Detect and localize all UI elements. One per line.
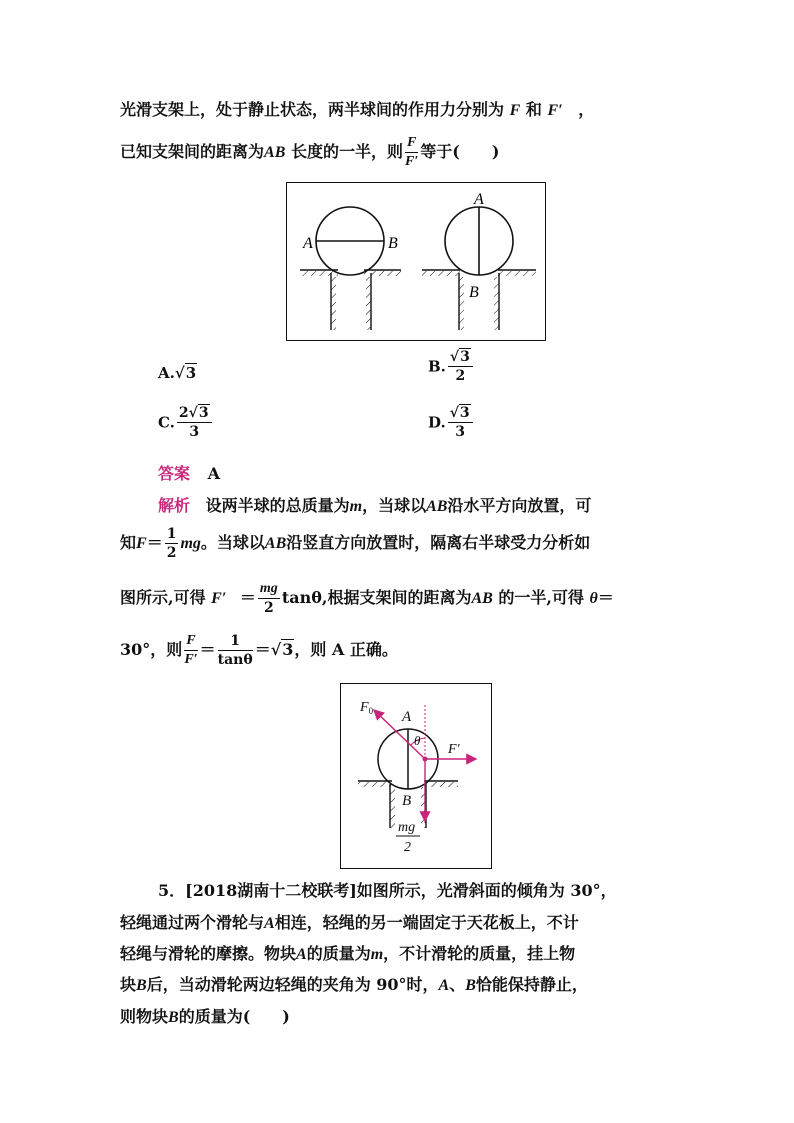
problem4-line2: 已知支架间的距离为AB 长度的一半，则 $\frac{F}{F'}$ 等于( ) [120,135,500,169]
answer-value: A [207,464,221,483]
label-theta: θ [414,733,421,748]
answer-label: 答案 [158,464,191,483]
problem5-line4: 块B后，当动滑轮两边轻绳的夹角为 90°时，A、B恰能保持静止， [120,975,588,994]
analysis-line4: 30°，则 $\frac{F}{F'}$ ＝ $\frac{1}{\tan\theta}$ ＝√3，则 A 正确。 [120,633,398,668]
figure-force-analysis [340,683,492,869]
label-A: A [402,709,412,725]
answer-line [158,461,220,484]
label-B-right: B [469,284,479,301]
label-B: B [402,793,412,809]
var-F-prime: F′ [547,102,563,119]
label-A-right: A [474,191,484,208]
option-C: C. $\frac{2√3}{3}$ [158,404,214,441]
label-B-left: B [388,235,398,252]
analysis-label: 解析 [158,496,191,515]
analysis-line2: 知F＝ $\frac{1}{2}$ mg。当球以AB沿竖直方向放置时，隔离右半球受力分析如 [120,526,591,561]
label-mg-num: mg [398,820,416,835]
var-F: F [509,102,521,119]
analysis-line3: 图所示,可得 F′ ＝ $\frac{mg}{2}$ tanθ,根据支架间的距离为AB 的一半,可得 θ＝ [120,581,614,616]
label-mg-den: 2 [404,840,411,855]
analysis-line1: 解析 设两半球的总质量为m，当球以AB沿水平方向放置，可 [158,496,592,515]
right-sphere [422,191,536,330]
label-Fprime: F′ [448,742,460,757]
problem5-line5: 则物块B的质量为( ) [120,1007,290,1026]
problem5-line3: 轻绳与滑轮的摩擦。物块A的质量为m，不计滑轮的质量，挂上物 [120,944,576,963]
option-D: D. $\frac{√3}{3}$ [428,404,475,441]
problem5-line1: 5．[2018湖南十二校联考]如图所示，光滑斜面的倾角为 30°， [158,881,617,900]
option-A: A.√3 [158,364,197,382]
problem5-line2: 轻绳通过两个滑轮与A相连，轻绳的另一端固定于天花板上，不计 [120,913,579,932]
label-A-left: A [303,235,313,252]
left-sphere [300,207,401,330]
figure-two-hemispheres [286,182,546,341]
problem4-line1: 光滑支架上，处于静止状态，两半球间的作用力分别为 F 和 F′ ， [120,100,595,119]
option-B: B. $\frac{√3}{2}$ [428,348,475,385]
label-F0: $F_0$ [360,700,374,716]
fraction-F-over-Fprime: $\frac{F}{F'}$ [404,135,419,169]
